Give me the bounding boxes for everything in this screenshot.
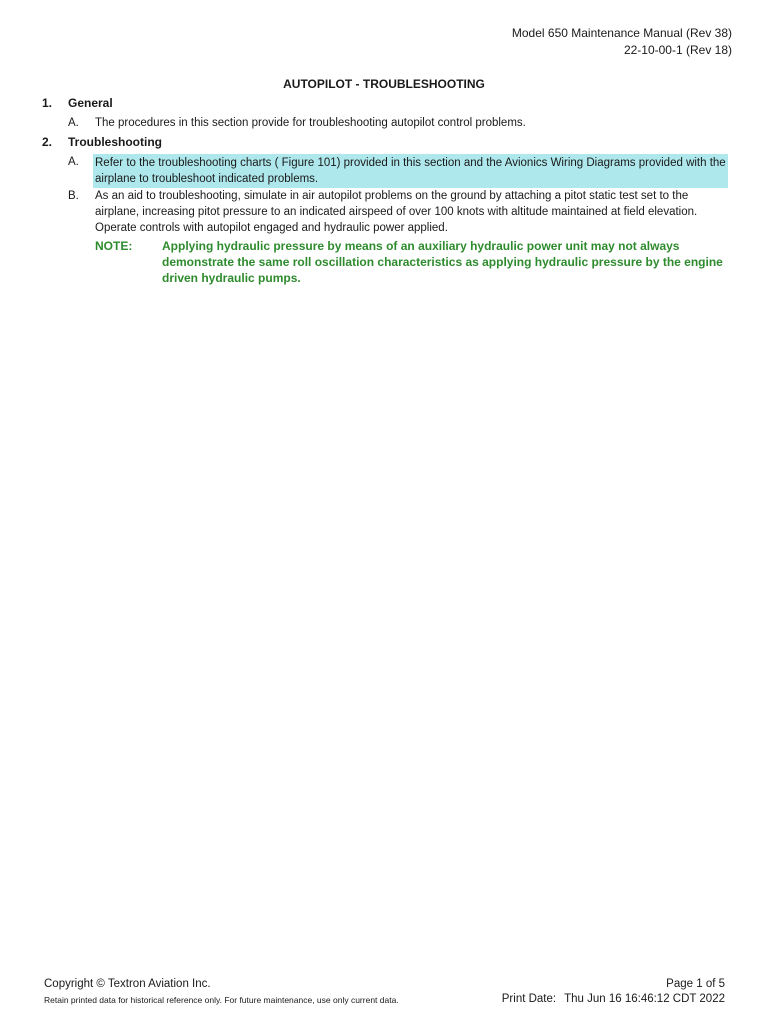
item-letter: B. [68,190,79,202]
page-number: Page 1 of 5 [666,978,725,990]
page-title: AUTOPILOT - TROUBLESHOOTING [283,77,485,91]
section-number: 1. [42,96,53,110]
list-item-general-a [68,115,728,131]
manual-title: Model 650 Maintenance Manual (Rev 38) [511,26,732,40]
note-block [95,238,735,286]
section-title: General [68,96,113,110]
footer-left [44,977,399,1007]
item-text: As an aid to troubleshooting, simulate in air autopilot problems on the ground by attaching a pitot static test set to the airplane, increasing pitot pressure to an indicated airspeed of over 100 knots with altitude maintained at field elevation. Operate controls with autopilot engaged and hydraulic power applied. [95,190,698,234]
item-text: The procedures in this section provide for troubleshooting autopilot control problems. [95,117,526,129]
print-date [502,992,725,1007]
list-item-troubleshooting-a [68,154,728,188]
section-number: 2. [42,135,53,149]
note-text: Applying hydraulic pressure by means of an auxiliary hydraulic power unit may not always demonstrate the same roll oscillation characteristics as applying hydraulic pressure by the engine driven hydraulic pumps. [162,239,723,285]
list-item-troubleshooting-b [68,188,728,236]
print-date-label: Print Date: [501,993,557,1005]
copyright-text: Copyright © Textron Aviation Inc. [44,978,211,990]
print-date-value: Thu Jun 16 16:46:12 CDT 2022 [564,993,725,1005]
footer-right [502,977,725,1007]
section-title: Troubleshooting [68,135,162,149]
section-troubleshooting-heading [42,134,162,150]
item-letter: A. [68,117,79,129]
section-general-heading [42,95,113,111]
document-header [512,25,732,59]
note-label: NOTE: [95,239,133,253]
retain-notice: Retain printed data for historical reference only. For future maintenance, use only current data. [44,995,399,1005]
item-letter: A. [68,156,79,168]
highlighted-text[interactable]: Refer to the troubleshooting charts ( Figure 101) provided in this section and the Avionics Wiring Diagrams provided with the airplane to troubleshoot indicated problems. [93,154,728,188]
section-reference: 22-10-00-1 (Rev 18) [623,43,732,57]
